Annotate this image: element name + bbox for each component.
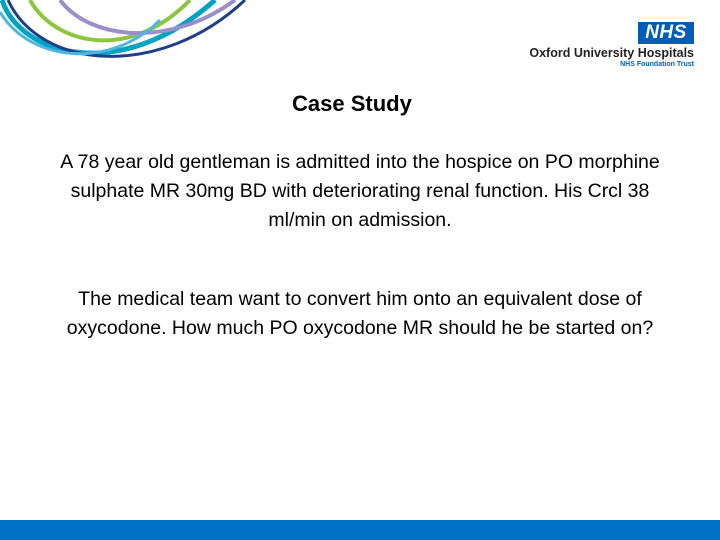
organisation-name: Oxford University Hospitals (529, 46, 694, 60)
slide-title: Case Study (292, 91, 412, 116)
nhs-badge: NHS (638, 22, 694, 44)
nhs-trust-logo (504, 22, 694, 72)
decorative-swoosh-graphic (0, 0, 260, 90)
case-question: The medical team want to convert him onto an equivalent dose of oxycodone. How much PO oxycodone MR should he be started on? (66, 288, 654, 339)
case-description: A 78 year old gentleman is admitted into the hospice on PO morphine sulphate MR 30mg BD with deteriorating renal function. His Crcl 38 ml/min on admission. (60, 151, 660, 231)
organisation-subtitle: NHS Foundation Trust (620, 61, 694, 68)
footer-bar (0, 520, 720, 540)
